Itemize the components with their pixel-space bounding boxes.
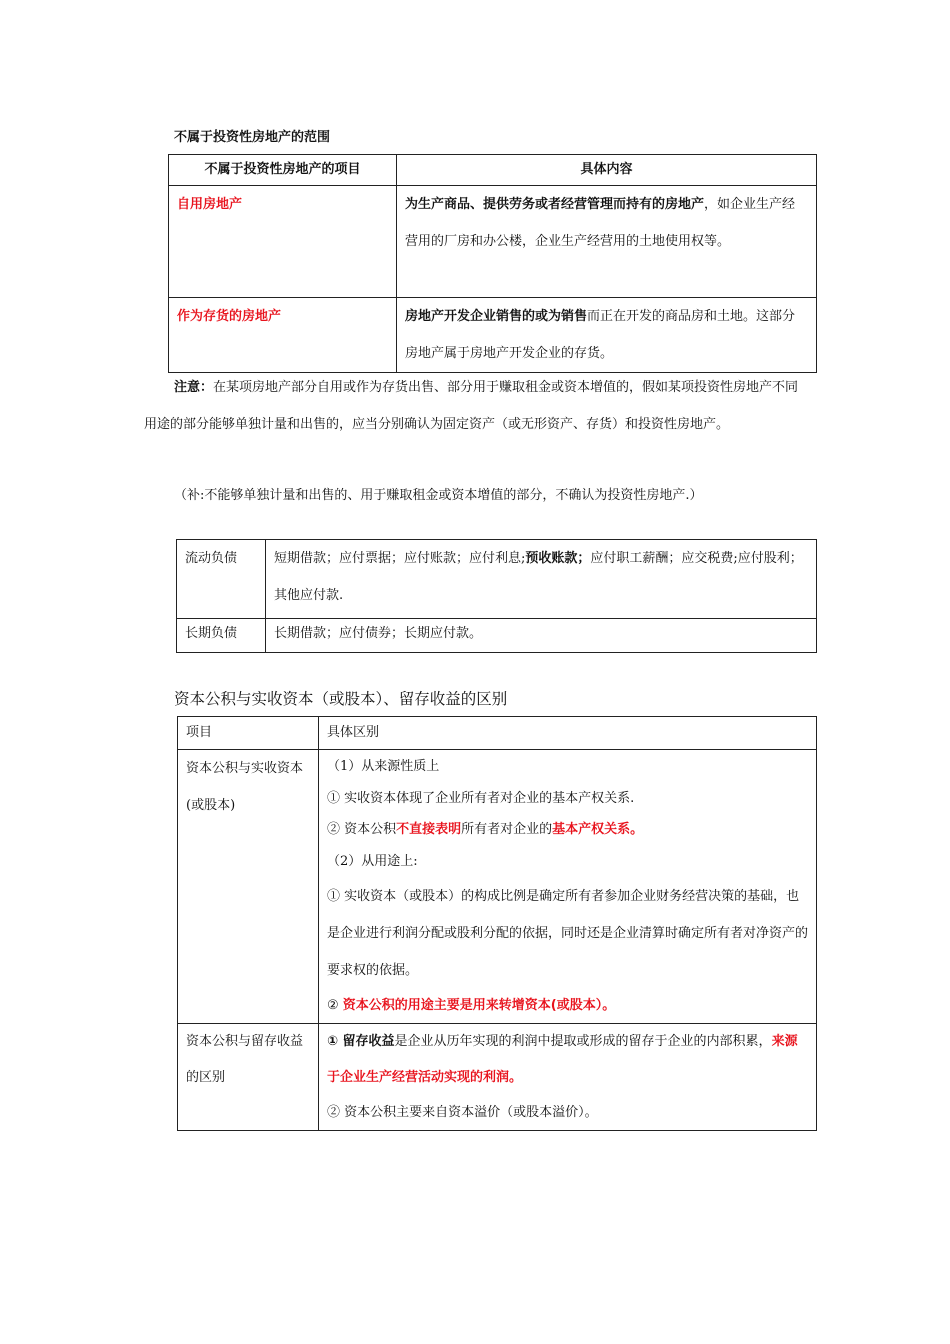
non-investment-property-table: [168, 154, 817, 373]
paid-in-capital-source: ① 实收资本体现了企业所有者对企业的基本产权关系.: [327, 791, 635, 806]
column-header-item: 项目: [178, 717, 319, 750]
table-row: [169, 298, 817, 373]
column-header-item: 不属于投资性房地产的项目: [169, 155, 397, 186]
note-text: 在某项房地产部分自用或作为存货出售、部分用于赚取租金或资本增值的，假如某项投资性房地产不同用途的部分能够单独计量和出售的，应当分别确认为固定资产（或无形资产、存货）和投资性房地产。: [144, 380, 799, 432]
note-paragraph: [144, 369, 810, 443]
row-content-text: 长期借款；应付债券；长期应付款。: [274, 626, 483, 641]
row-label: 流动负债: [177, 540, 266, 619]
row-content: [266, 619, 817, 653]
usage-heading: （2）从用途上:: [327, 854, 418, 869]
column-header-content: 具体区别: [319, 717, 817, 750]
row-item-label: 作为存货的房地产: [169, 298, 397, 373]
table-row: [177, 619, 817, 653]
source-heading: （1）从来源性质上: [327, 759, 440, 774]
text: 是企业从历年实现的利润中提取或形成的留存于企业的内部积累，: [394, 1034, 772, 1049]
table-header-row: [169, 155, 817, 186]
row-content: [266, 540, 817, 619]
capital-reserve-source: [327, 814, 808, 846]
row-content-text: 而正在开发的商品房和土地。这部分房地产属于房地产开发企业的存货。: [405, 309, 796, 361]
text: ② 资本公积: [327, 822, 397, 837]
paid-in-capital-usage: ① 实收资本（或股本）的构成比例是确定所有者参加企业财务经营决策的基础，也是企业进行利润分配或股利分配的依据，同时还是企业清算时确定所有者对净资产的要求权的依据。: [327, 889, 809, 978]
text: ②: [327, 998, 343, 1013]
note-label: 注意：: [174, 380, 214, 395]
row-label: 资本公积与实收资本(或股本): [178, 750, 319, 1024]
table-row: [169, 186, 817, 298]
row-item-label: 自用房地产: [169, 186, 397, 298]
row-content: [397, 298, 817, 373]
row-label: 资本公积与留存收益的区别: [178, 1024, 319, 1131]
text: 所有者对企业的: [461, 822, 553, 837]
highlight-text: 来源于企业生产经营活动实现的利润。: [327, 1034, 798, 1085]
liabilities-table: [176, 539, 817, 653]
row-content: [319, 750, 817, 1024]
row-content-bold: 预收账款；: [525, 551, 591, 566]
retained-earnings-desc: [327, 1024, 808, 1096]
column-header-content: 具体内容: [397, 155, 817, 186]
bold-text: ① 留存收益: [327, 1034, 395, 1049]
table-row: [177, 540, 817, 619]
row-label: 长期负债: [177, 619, 266, 653]
table-row: [178, 750, 817, 1024]
capital-reserve-usage: [327, 989, 808, 1023]
highlight-text: 资本公积的用途主要是用来转增资本(或股本）。: [342, 998, 616, 1013]
capital-reserve-comparison-table: [177, 716, 817, 1131]
row-content: [319, 1024, 817, 1131]
table-row: [178, 1024, 817, 1131]
highlight-text: 不直接表明: [396, 822, 462, 837]
highlight-text: 基本产权关系。: [552, 822, 644, 837]
row-content-text: 短期借款；应付票据；应付账款；应付利息;: [274, 551, 526, 566]
row-content-bold: 房地产开发企业销售的或为销售: [405, 309, 588, 324]
section-title-non-investment-property: 不属于投资性房地产的范围: [174, 130, 331, 145]
section-title-capital-reserve: 资本公积与实收资本（或股本）、留存收益的区别: [174, 690, 508, 708]
row-content-text: 应付职工薪酬；应交税费;应付股利；其他应付款.: [274, 551, 803, 603]
row-content-bold: 为生产商品、提供劳务或者经营管理而持有的房地产: [405, 197, 705, 212]
row-content-text: ，如企业生产经营用的厂房和办公楼，企业生产经营用的土地使用权等。: [405, 197, 796, 249]
supplement-note: （补:不能够单独计量和出售的、用于赚取租金或资本增值的部分，不确认为投资性房地产.）: [174, 488, 703, 503]
row-content: [397, 186, 817, 298]
capital-reserve-origin: ② 资本公积主要来自资本溢价（或股本溢价）。: [327, 1105, 598, 1120]
table-header-row: [178, 717, 817, 750]
